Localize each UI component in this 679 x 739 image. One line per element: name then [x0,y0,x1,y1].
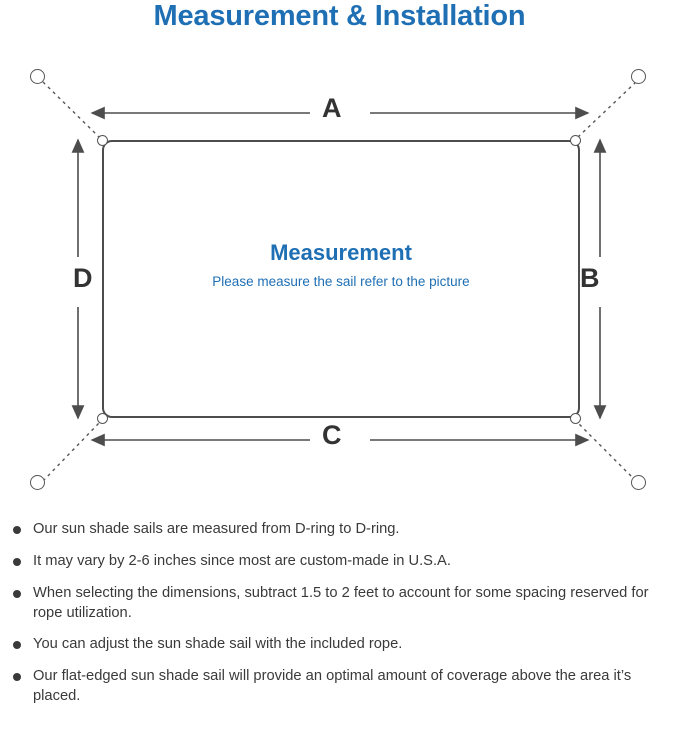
d-ring-bottom-right [570,413,581,424]
list-item [0,520,679,540]
list-item [0,584,679,624]
list-item [0,635,679,655]
note-text: Our sun shade sails are measured from D-ring to D-ring. [33,521,400,537]
notes-list [0,520,679,719]
list-item [0,667,679,707]
dimension-label-d: D [73,263,93,293]
dimension-label-a: A [322,93,342,123]
note-text: When selecting the dimensions, subtract 1.5 to 2 feet to account for some spacing reserved for rope utilization. [33,584,649,621]
dimension-label-c: C [322,420,342,450]
bullet-icon [13,590,21,598]
anchor-point-top-left [30,69,45,84]
bullet-icon [13,641,21,649]
bullet-icon [13,558,21,566]
dimension-label-b: B [580,263,600,293]
page-title: Measurement & Installation [153,0,526,32]
sail-label: Measurement [270,240,412,265]
d-ring-top-right [570,135,581,146]
anchor-point-bottom-left [30,475,45,490]
note-text: Our flat-edged sun shade sail will provide an optimal amount of coverage above the area it’s placed. [33,668,632,705]
anchor-point-top-right [631,69,646,84]
measurement-diagram [0,45,679,515]
bullet-icon [13,673,21,681]
sail-rectangle [102,140,580,418]
sail-sublabel: Please measure the sail refer to the picture [212,274,470,289]
bullet-icon [13,526,21,534]
d-ring-bottom-left [97,413,108,424]
d-ring-top-left [97,135,108,146]
anchor-point-bottom-right [631,475,646,490]
list-item [0,552,679,572]
note-text: You can adjust the sun shade sail with the included rope. [33,636,403,653]
note-text: It may vary by 2-6 inches since most are custom-made in U.S.A. [33,552,451,569]
